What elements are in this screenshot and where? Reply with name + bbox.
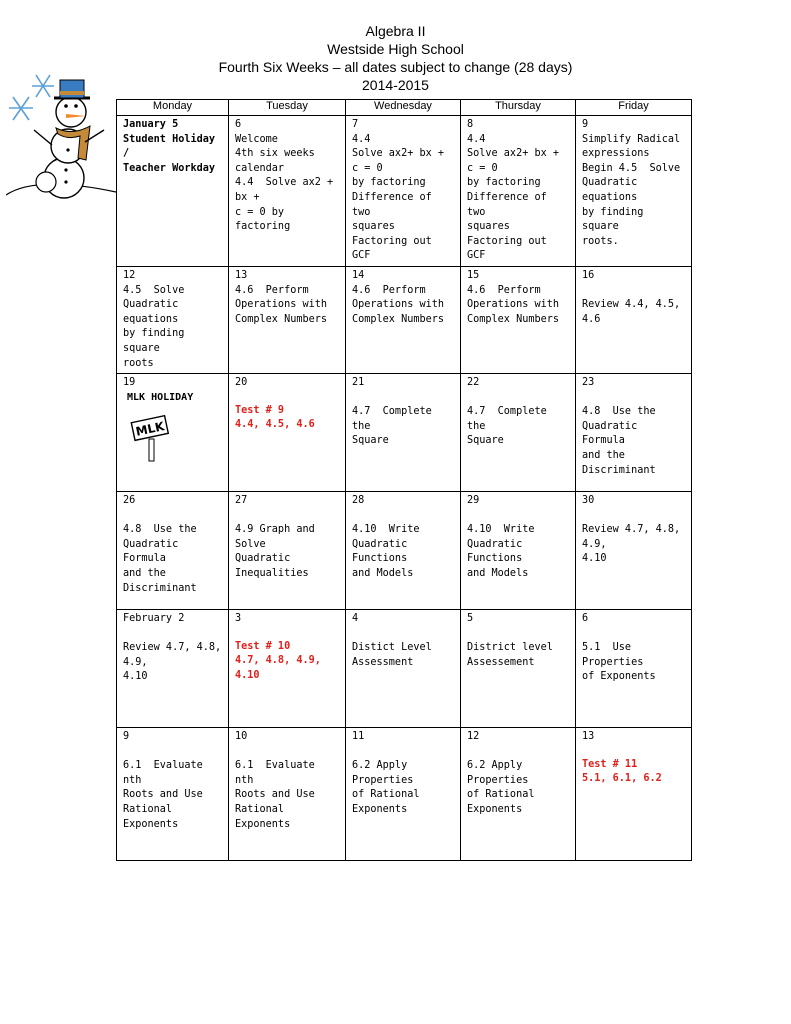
calendar-day-cell — [229, 116, 346, 267]
calendar-day-cell — [346, 266, 461, 373]
weekday-header: Tuesday — [229, 100, 346, 116]
day-entry-text: Difference of two — [352, 191, 438, 218]
day-number: 23 — [582, 377, 595, 389]
day-entry-text: Simplify Radical — [582, 133, 681, 145]
test-sections: 5.1, 6.1, 6.2 — [582, 773, 662, 785]
day-entry-text: Quadratic Formula — [582, 420, 644, 447]
day-entry-text: by factoring — [467, 177, 541, 189]
day-entry-text: Review 4.4, 4.5, 4.6 — [582, 299, 687, 325]
day-number: 30 — [582, 495, 595, 507]
day-entry-text — [352, 627, 454, 642]
calendar-day-cell — [229, 610, 346, 728]
day-entry-text — [467, 627, 569, 642]
day-entry-text: of Rational — [352, 789, 420, 801]
day-entry-text: 4.7 Complete the — [467, 406, 553, 432]
calendar-day-cell — [117, 116, 229, 267]
calendar-day-cell — [461, 374, 576, 492]
day-entry-text — [123, 509, 222, 524]
day-entry-text — [467, 391, 569, 406]
weekday-header-row — [117, 100, 692, 116]
day-entry-text: Inequalities — [235, 568, 309, 580]
day-entry-text: Distict Level — [352, 642, 432, 654]
day-number: 28 — [352, 495, 365, 507]
day-entry-text: Square — [352, 435, 389, 447]
calendar-week-row — [117, 728, 692, 861]
day-number: 6 — [582, 613, 589, 625]
day-entry-text: of Rational — [467, 789, 535, 801]
school-name: Westside High School — [327, 41, 464, 57]
day-number: January 5 — [123, 119, 179, 130]
calendar-day-cell — [461, 610, 576, 728]
day-entry-text: Factoring out GCF — [467, 235, 553, 262]
test-title: Test # 9 — [235, 404, 285, 416]
day-entry-text: calendar — [235, 162, 285, 174]
day-entry-text: squares — [352, 221, 395, 233]
day-entry-text: Square — [467, 435, 504, 447]
day-entry-text: by finding square — [582, 206, 650, 233]
day-number: 14 — [352, 269, 365, 281]
day-entry-text: by finding square — [123, 328, 191, 354]
test-sections: 4.7, 4.8, 4.9, 4.10 — [235, 655, 328, 681]
day-entry-text — [235, 509, 339, 524]
day-number: 12 — [123, 269, 136, 281]
day-entry-text: 4.10 — [582, 553, 607, 565]
day-entry-text: 4.8 Use the — [582, 406, 656, 418]
day-entry-text: Discriminant — [123, 582, 197, 594]
day-entry-text: 6.1 Evaluate nth — [123, 760, 209, 786]
day-entry-text: 4.10 Write — [467, 524, 535, 536]
calendar-day-cell — [117, 610, 229, 728]
day-entry-text: 5.1 Use Properties — [582, 642, 644, 668]
holiday-label: MLK HOLIDAY — [127, 391, 194, 403]
day-number: 6 — [235, 119, 242, 130]
calendar-day-cell — [229, 728, 346, 861]
calendar-week-row — [117, 266, 692, 373]
day-entry-text — [352, 509, 454, 524]
day-entry-text: roots. — [582, 235, 619, 247]
day-number: 3 — [235, 613, 242, 625]
day-entry-text: c = 0 by factoring — [235, 206, 291, 233]
day-entry-text — [582, 391, 685, 406]
weekday-header: Thursday — [461, 100, 576, 116]
day-entry-text: Welcome — [235, 133, 278, 145]
test-title: Test # 10 — [235, 640, 291, 652]
day-entry-text: and the Discriminant — [582, 450, 656, 476]
day-entry-text: District level — [467, 642, 553, 654]
calendar-day-cell — [229, 266, 346, 373]
calendar-day-cell — [576, 266, 692, 373]
calendar-day-cell — [117, 492, 229, 610]
calendar-day-cell — [117, 728, 229, 861]
day-entry-text — [582, 284, 685, 299]
mlk-sign-icon — [127, 411, 173, 463]
day-entry-text: Quadratic Functions — [467, 538, 529, 565]
day-number: 4 — [352, 613, 359, 625]
day-entry-text: Review 4.7, 4.8, 4.9, — [123, 642, 228, 668]
calendar-day-cell — [229, 492, 346, 610]
day-entry-text: 4.10 — [123, 671, 148, 683]
day-entry-text: 4.6 Perform — [235, 284, 309, 296]
day-entry-text — [467, 745, 569, 760]
day-entry-text: Teacher Workday — [123, 162, 216, 174]
day-number: 12 — [467, 731, 480, 743]
day-entry-text: 4.5 Solve — [123, 284, 185, 296]
calendar-day-cell — [576, 728, 692, 861]
day-entry-text: Exponents — [467, 804, 523, 816]
calendar-day-cell — [576, 116, 692, 267]
day-entry-text — [582, 627, 685, 642]
day-entry-text: 6.2 Apply Properties — [352, 760, 414, 786]
day-entry-text: Solve ax2+ bx + c = 0 — [467, 148, 566, 174]
day-entry-text: and Models — [467, 568, 529, 580]
course-title: Algebra II — [365, 23, 426, 39]
day-entry-text: Quadratic equations — [582, 177, 644, 203]
day-entry-text: Rational Exponents — [235, 804, 291, 830]
day-entry-text: Solve ax2+ bx + c = 0 — [352, 148, 451, 174]
day-number: 21 — [352, 377, 365, 389]
day-entry-text: Assessment — [352, 656, 414, 668]
calendar-day-cell — [576, 374, 692, 492]
day-number: 19 — [123, 377, 136, 389]
day-entry-text: 4.10 Write — [352, 524, 420, 536]
day-entry-text: Quadratic equations — [123, 299, 185, 325]
day-entry-text: Complex Numbers — [467, 313, 560, 325]
snowflake-icon — [32, 75, 54, 97]
day-entry-text: expressions — [582, 148, 650, 160]
sign-text: MLK — [134, 419, 166, 440]
page-header — [0, 22, 791, 94]
day-number: 10 — [235, 731, 248, 743]
day-entry-text: Assessement — [467, 656, 535, 668]
day-entry-text: 4.6 Perform — [467, 284, 541, 296]
day-number: 9 — [123, 731, 130, 743]
day-number: 13 — [235, 269, 248, 281]
calendar-week-row — [117, 374, 692, 492]
test-sections: 4.4, 4.5, 4.6 — [235, 419, 315, 431]
day-number: 11 — [352, 731, 365, 743]
day-entry-text: Student Holiday / — [123, 133, 222, 160]
day-entry-text: 4th six weeks — [235, 148, 315, 160]
calendar-day-cell — [346, 374, 461, 492]
day-entry-text: squares — [467, 221, 510, 233]
day-entry-text: Complex Numbers — [235, 313, 328, 325]
calendar-day-cell — [576, 492, 692, 610]
calendar-day-cell — [346, 728, 461, 861]
day-entry-text: 4.7 Complete the — [352, 406, 438, 432]
day-number: February 2 — [123, 613, 185, 625]
day-entry-text: 4.4 Solve ax2 + bx + — [235, 177, 340, 203]
day-number: 27 — [235, 495, 248, 507]
calendar-week-row — [117, 492, 692, 610]
calendar-day-cell — [461, 728, 576, 861]
day-entry-text: Review 4.7, 4.8, 4.9, — [582, 524, 687, 550]
day-entry-text: Difference of two — [467, 191, 553, 218]
grading-period: Fourth Six Weeks – all dates subject to change (28 days) — [218, 59, 573, 75]
day-entry-text: 6.1 Evaluate nth — [235, 760, 321, 786]
day-entry-text: Operations with — [467, 299, 560, 311]
day-number: 15 — [467, 269, 480, 281]
day-entry-text: by factoring — [352, 177, 426, 189]
calendar-day-cell — [229, 374, 346, 492]
day-entry-text: roots — [123, 357, 154, 369]
day-entry-text — [582, 509, 685, 524]
test-title: Test # 11 — [582, 758, 638, 770]
day-entry-text: Complex Numbers — [352, 313, 445, 325]
day-entry-text: 4.4 — [467, 133, 486, 145]
day-entry-text — [352, 745, 454, 760]
day-entry-text: 4.6 Perform — [352, 284, 426, 296]
day-entry-text: 6.2 Apply Properties — [467, 760, 529, 786]
calendar-day-cell — [346, 492, 461, 610]
weekday-header: Friday — [576, 100, 692, 116]
weekday-header: Wednesday — [346, 100, 461, 116]
day-number: 29 — [467, 495, 480, 507]
day-number: 8 — [467, 119, 474, 130]
day-number: 26 — [123, 495, 136, 507]
day-entry-text: Rational Exponents — [123, 804, 179, 830]
day-number: 7 — [352, 119, 359, 130]
weekday-header: Monday — [117, 100, 229, 116]
day-entry-text: 4.8 Use the — [123, 524, 197, 536]
calendar-week-row — [117, 116, 692, 267]
snowflake-icon — [9, 97, 33, 120]
day-entry-text: 4.4 — [352, 133, 371, 145]
calendar-week-row — [117, 610, 692, 728]
day-entry-text: Operations with — [235, 299, 328, 311]
day-entry-text: Exponents — [352, 804, 408, 816]
day-number: 16 — [582, 269, 595, 281]
calendar-day-cell — [461, 492, 576, 610]
day-entry-text: 4.9 Graph and Solve — [235, 524, 321, 550]
day-entry-text: Quadratic Functions — [352, 538, 414, 565]
school-year: 2014-2015 — [362, 77, 429, 93]
calendar-day-cell — [117, 374, 229, 492]
day-entry-text — [235, 745, 339, 760]
day-entry-text: and Models — [352, 568, 414, 580]
day-number: 22 — [467, 377, 480, 389]
calendar-day-cell — [117, 266, 229, 373]
day-entry-text: Roots and Use — [123, 789, 203, 801]
calendar-table — [116, 99, 692, 861]
day-entry-text: of Exponents — [582, 671, 656, 683]
day-entry-text — [352, 391, 454, 406]
day-entry-text: Factoring out GCF — [352, 235, 438, 262]
day-entry-text — [467, 509, 569, 524]
day-entry-text — [123, 745, 222, 760]
day-entry-text — [123, 627, 222, 642]
day-number: 13 — [582, 731, 595, 743]
day-number: 9 — [582, 119, 589, 130]
snowman-illustration — [6, 70, 116, 200]
day-entry-text: Quadratic — [235, 553, 291, 565]
day-entry-text: and the — [123, 568, 166, 580]
calendar-day-cell — [461, 116, 576, 267]
calendar-day-cell — [576, 610, 692, 728]
day-number: 5 — [467, 613, 474, 625]
calendar-day-cell — [461, 266, 576, 373]
day-entry-text: Begin 4.5 Solve — [582, 162, 681, 174]
day-entry-text: Roots and Use — [235, 789, 315, 801]
day-entry-text: Operations with — [352, 299, 445, 311]
day-entry-text: Quadratic Formula — [123, 538, 185, 565]
day-number: 20 — [235, 377, 248, 389]
calendar-day-cell — [346, 610, 461, 728]
calendar-day-cell — [346, 116, 461, 267]
